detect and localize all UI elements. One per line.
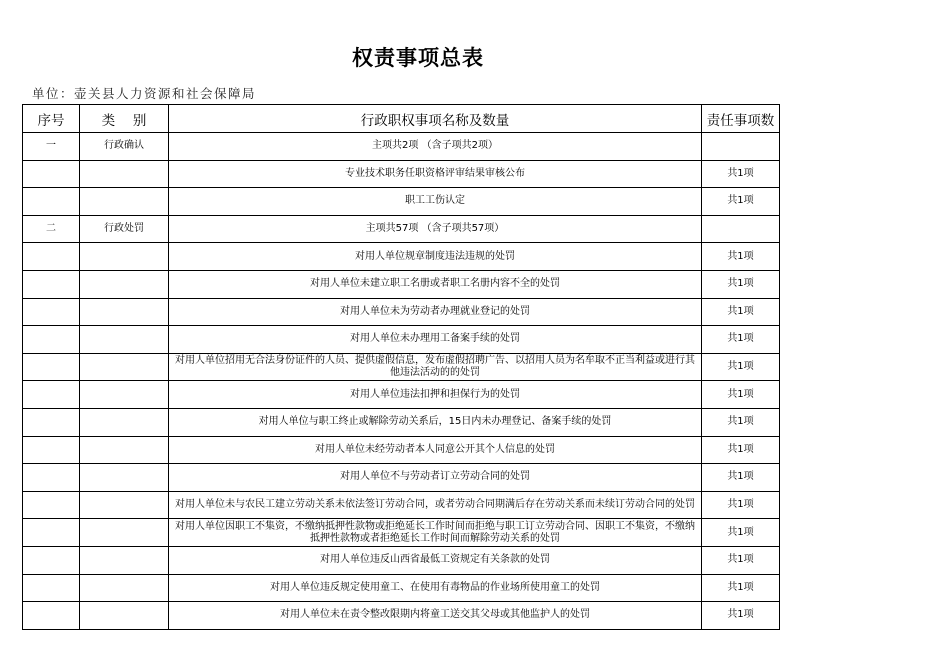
cell-count: 共1项	[702, 270, 780, 298]
cell-count: 共1项	[702, 491, 780, 519]
table-header-row	[23, 105, 780, 133]
cell-item: 对用人单位未与农民工建立劳动关系未依法签订劳动合同，或者劳动合同期满后存在劳动关系而未续订劳动合同的处罚	[169, 491, 702, 519]
cell-item: 对用人单位与职工终止或解除劳动关系后，15日内未办理登记、备案手续的处罚	[169, 408, 702, 436]
table-row	[23, 436, 780, 464]
cell-count: 共1项	[702, 464, 780, 492]
cell-category	[80, 353, 169, 381]
table-row	[23, 270, 780, 298]
cell-seq	[23, 243, 80, 271]
cell-seq	[23, 353, 80, 381]
cell-seq	[23, 188, 80, 216]
table-row	[23, 381, 780, 409]
cell-category	[80, 188, 169, 216]
header-category: 类 别	[80, 105, 169, 133]
cell-category	[80, 381, 169, 409]
table-row	[23, 574, 780, 602]
cell-count	[702, 133, 780, 161]
responsibility-table	[22, 104, 780, 630]
cell-count: 共1项	[702, 408, 780, 436]
cell-item: 对用人单位违法扣押和担保行为的处罚	[169, 381, 702, 409]
cell-count: 共1项	[702, 243, 780, 271]
cell-item: 对用人单位未办理用工备案手续的处罚	[169, 326, 702, 354]
cell-count: 共1项	[702, 381, 780, 409]
header-seq: 序号	[23, 105, 80, 133]
table-row	[23, 160, 780, 188]
cell-category	[80, 436, 169, 464]
cell-category: 行政确认	[80, 133, 169, 161]
cell-seq	[23, 519, 80, 547]
table-row	[23, 519, 780, 547]
cell-item: 对用人单位未在责令整改限期内将童工送交其父母或其他监护人的处罚	[169, 602, 702, 630]
cell-count: 共1项	[702, 298, 780, 326]
page-title: 权责事项总表	[352, 46, 484, 70]
cell-seq	[23, 298, 80, 326]
cell-seq	[23, 602, 80, 630]
cell-seq: 一	[23, 133, 80, 161]
cell-count: 共1项	[702, 326, 780, 354]
cell-item: 对用人单位因职工不集资，不缴纳抵押性款物或拒绝延长工作时间而拒绝与职工订立劳动合同、因职工不集资，不缴纳抵押性款物或者拒绝延长工作时间而解除劳动关系的处罚	[169, 519, 702, 547]
cell-item: 对用人单位未建立职工名册或者职工名册内容不全的处罚	[169, 270, 702, 298]
cell-seq	[23, 574, 80, 602]
table-row	[23, 408, 780, 436]
cell-category	[80, 270, 169, 298]
cell-item: 对用人单位违反山西省最低工资规定有关条款的处罚	[169, 546, 702, 574]
cell-seq	[23, 408, 80, 436]
cell-seq	[23, 464, 80, 492]
cell-item: 对用人单位不与劳动者订立劳动合同的处罚	[169, 464, 702, 492]
cell-seq	[23, 381, 80, 409]
cell-item: 主项共57项 （含子项共57项）	[169, 215, 702, 243]
table-row	[23, 546, 780, 574]
cell-count: 共1项	[702, 546, 780, 574]
cell-seq	[23, 326, 80, 354]
cell-category	[80, 464, 169, 492]
cell-item: 对用人单位未为劳动者办理就业登记的处罚	[169, 298, 702, 326]
cell-count	[702, 215, 780, 243]
cell-category	[80, 602, 169, 630]
cell-category: 行政处罚	[80, 215, 169, 243]
cell-item: 对用人单位招用无合法身份证件的人员、提供虚假信息，发布虚假招聘广告、以招用人员为名牟取不正当利益或进行其他违法活动的的处罚	[169, 353, 702, 381]
cell-category	[80, 491, 169, 519]
cell-count: 共1项	[702, 574, 780, 602]
cell-item: 职工工伤认定	[169, 188, 702, 216]
cell-category	[80, 243, 169, 271]
cell-seq	[23, 270, 80, 298]
unit-label: 单位：壶关县人力资源和社会保障局	[32, 86, 257, 101]
cell-seq	[23, 160, 80, 188]
cell-category	[80, 546, 169, 574]
cell-category	[80, 574, 169, 602]
table-row	[23, 353, 780, 381]
cell-seq	[23, 546, 80, 574]
cell-item: 对用人单位违反规定使用童工、在使用有毒物品的作业场所使用童工的处罚	[169, 574, 702, 602]
cell-category	[80, 519, 169, 547]
table-row	[23, 464, 780, 492]
cell-item: 主项共2项 （含子项共2项）	[169, 133, 702, 161]
cell-count: 共1项	[702, 188, 780, 216]
cell-item: 对用人单位规章制度违法违规的处罚	[169, 243, 702, 271]
cell-seq: 二	[23, 215, 80, 243]
cell-category	[80, 408, 169, 436]
cell-count: 共1项	[702, 160, 780, 188]
header-item: 行政职权事项名称及数量	[169, 105, 702, 133]
cell-item: 对用人单位未经劳动者本人同意公开其个人信息的处罚	[169, 436, 702, 464]
cell-count: 共1项	[702, 602, 780, 630]
cell-category	[80, 298, 169, 326]
cell-category	[80, 160, 169, 188]
cell-item: 专业技术职务任职资格评审结果审核公布	[169, 160, 702, 188]
table-row	[23, 133, 780, 161]
cell-category	[80, 326, 169, 354]
header-count: 责任事项数	[702, 105, 780, 133]
cell-seq	[23, 491, 80, 519]
table-row	[23, 491, 780, 519]
cell-count: 共1项	[702, 519, 780, 547]
table-row	[23, 243, 780, 271]
cell-seq	[23, 436, 80, 464]
table-row	[23, 215, 780, 243]
table-row	[23, 326, 780, 354]
table-row	[23, 188, 780, 216]
cell-count: 共1项	[702, 436, 780, 464]
table-row	[23, 602, 780, 630]
cell-count: 共1项	[702, 353, 780, 381]
table-row	[23, 298, 780, 326]
